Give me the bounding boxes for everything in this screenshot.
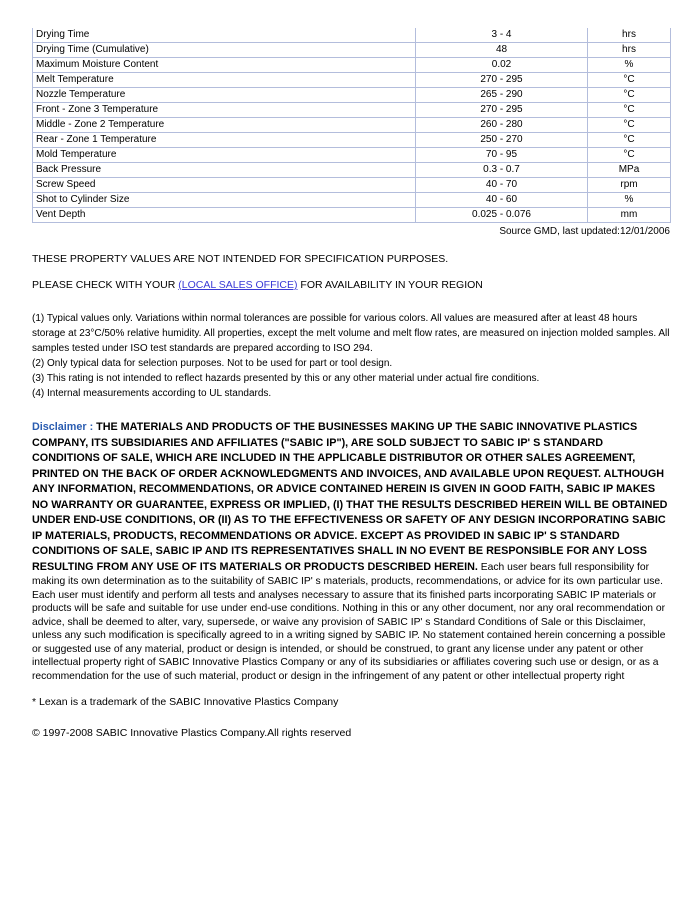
- footnote-3: (3) This rating is not intended to reflect hazards presented by this or any other material under actual fire conditions.: [32, 373, 540, 384]
- disclaimer-label: Disclaimer :: [32, 421, 94, 433]
- value-cell: 40 - 70: [416, 178, 588, 193]
- unit-cell: hrs: [588, 43, 671, 58]
- value-cell: 48: [416, 43, 588, 58]
- table-row: [33, 43, 671, 58]
- property-cell: Maximum Moisture Content: [33, 58, 416, 73]
- table-row: [33, 193, 671, 208]
- property-cell: Melt Temperature: [33, 73, 416, 88]
- table-row: [33, 208, 671, 223]
- table-row: [33, 73, 671, 88]
- property-cell: Shot to Cylinder Size: [33, 193, 416, 208]
- property-cell: Front - Zone 3 Temperature: [33, 103, 416, 118]
- property-cell: Mold Temperature: [33, 148, 416, 163]
- footnote-4: (4) Internal measurements according to UL standards.: [32, 388, 272, 399]
- value-cell: 270 - 295: [416, 73, 588, 88]
- footnotes-block: [32, 311, 672, 401]
- value-cell: 3 - 4: [416, 28, 588, 43]
- disclaimer-bold-text: THE MATERIALS AND PRODUCTS OF THE BUSINESSES MAKING UP THE SABIC INNOVATIVE PLASTICS COMPANY, ITS SUBSIDIARIES AND AFFILIATES ("SABIC IP"), ARE SOLD SUBJECT TO SABIC IP' S STANDARD CONDITIONS OF SALE, WHICH ARE INCLUDED IN THE APPLICABLE DISTRIBUTOR OR OTHER SALES AGREEMENT, PRINTED ON THE BACK OF ORDER ACKNOWLEDGMENTS AND INVOICES, AND AVAILABLE UPON REQUEST. ALTHOUGH ANY INFORMATION, RECOMMENDATIONS, OR ADVICE CONTAINED HEREIN IS GIVEN IN GOOD FAITH, SABIC IP MAKES NO WARRANTY OR GUARANTEE, EXPRESS OR IMPLIED, (I) THAT THE RESULTS DESCRIBED HEREIN WILL BE OBTAINED UNDER END-USE CONDITIONS, OR (II) AS TO THE EFFECTIVENESS OR SAFETY OF ANY DESIGN INCORPORATING SABIC IP MATERIALS, PRODUCTS, RECOMMENDATIONS OR ADVICE. EXCEPT AS PROVIDED IN SABIC IP' S STANDARD CONDITIONS OF SALE, SABIC IP AND ITS REPRESENTATIVES SHALL IN NO EVENT BE RESPONSIBLE FOR ANY LOSS RESULTING FROM ANY USE OF ITS MATERIALS OR PRODUCTS DESCRIBED HEREIN.: [32, 421, 668, 573]
- property-cell: Middle - Zone 2 Temperature: [33, 118, 416, 133]
- value-cell: 0.02: [416, 58, 588, 73]
- property-cell: Nozzle Temperature: [33, 88, 416, 103]
- property-cell: Drying Time: [33, 28, 416, 43]
- unit-cell: %: [588, 193, 671, 208]
- property-cell: Back Pressure: [33, 163, 416, 178]
- property-cell: Vent Depth: [33, 208, 416, 223]
- table-row: [33, 148, 671, 163]
- unit-cell: hrs: [588, 28, 671, 43]
- table-row: [33, 58, 671, 73]
- property-cell: Drying Time (Cumulative): [33, 43, 416, 58]
- value-cell: 0.3 - 0.7: [416, 163, 588, 178]
- unit-cell: °C: [588, 73, 671, 88]
- availability-suffix: FOR AVAILABILITY IN YOUR REGION: [297, 279, 483, 291]
- disclaimer-paragraph: [32, 420, 672, 683]
- table-row: [33, 88, 671, 103]
- processing-parameters-table: [32, 28, 671, 223]
- unit-cell: °C: [588, 118, 671, 133]
- local-sales-office-link[interactable]: (LOCAL SALES OFFICE): [178, 279, 298, 291]
- footnote-1: (1) Typical values only. Variations within normal tolerances are possible for various colors. All values are measured after at least 48 hours storage at 23°C/50% relative humidity. All properties, except the melt volume and melt flow rates, are measured on injection molded samples. All samples tested under ISO test standards are prepared according to ISO 294.: [32, 313, 670, 354]
- unit-cell: MPa: [588, 163, 671, 178]
- value-cell: 260 - 280: [416, 118, 588, 133]
- unit-cell: mm: [588, 208, 671, 223]
- unit-cell: %: [588, 58, 671, 73]
- copyright-note: © 1997-2008 SABIC Innovative Plastics Company.All rights reserved: [32, 727, 352, 739]
- availability-line: [32, 279, 670, 291]
- value-cell: 70 - 95: [416, 148, 588, 163]
- source-note: Source GMD, last updated:12/01/2006: [499, 226, 670, 237]
- unit-cell: rpm: [588, 178, 671, 193]
- table-row: [33, 163, 671, 178]
- value-cell: 265 - 290: [416, 88, 588, 103]
- property-cell: Screw Speed: [33, 178, 416, 193]
- trademark-note: * Lexan is a trademark of the SABIC Innovative Plastics Company: [32, 696, 339, 708]
- unit-cell: °C: [588, 133, 671, 148]
- spec-purposes-notice: THESE PROPERTY VALUES ARE NOT INTENDED FOR SPECIFICATION PURPOSES.: [32, 253, 449, 265]
- value-cell: 250 - 270: [416, 133, 588, 148]
- unit-cell: °C: [588, 88, 671, 103]
- table-row: [33, 103, 671, 118]
- value-cell: 270 - 295: [416, 103, 588, 118]
- value-cell: 0.025 - 0.076: [416, 208, 588, 223]
- disclaimer-body-text: Each user bears full responsibility for making its own determination as to the suitability of SABIC IP' s materials, products, recommendations, or advice for its own particular use. Each user must identify and perform all tests and analyses necessary to assure that its finished parts incorporating SABIC IP materials or products will be safe and suitable for use under end-use conditions. Nothing in this or any other document, nor any oral recommendation or advice, shall be deemed to alter, vary, supersede, or waive any provision of SABIC IP' s Standard Conditions of Sale or this Disclaimer, unless any such modification is specifically agreed to in a writing signed by SABIC IP. No statement contained herein concerning a possible or suggested use of any material, product or design is intended, or should be construed, to grant any license under any patent or other intellectual property right of SABIC Innovative Plastics Company or any of its subsidiaries or affiliates covering such use or design, or as a recommendation for the use of such material, product or design in the infringement of any patent or other intellectual property right: [32, 561, 666, 682]
- value-cell: 40 - 60: [416, 193, 588, 208]
- table-row: [33, 133, 671, 148]
- footnote-2: (2) Only typical data for selection purposes. Not to be used for part or tool design.: [32, 358, 393, 369]
- table-row: [33, 28, 671, 43]
- table-row: [33, 178, 671, 193]
- availability-prefix: PLEASE CHECK WITH YOUR: [32, 279, 179, 291]
- property-cell: Rear - Zone 1 Temperature: [33, 133, 416, 148]
- table-row: [33, 118, 671, 133]
- unit-cell: °C: [588, 148, 671, 163]
- unit-cell: °C: [588, 103, 671, 118]
